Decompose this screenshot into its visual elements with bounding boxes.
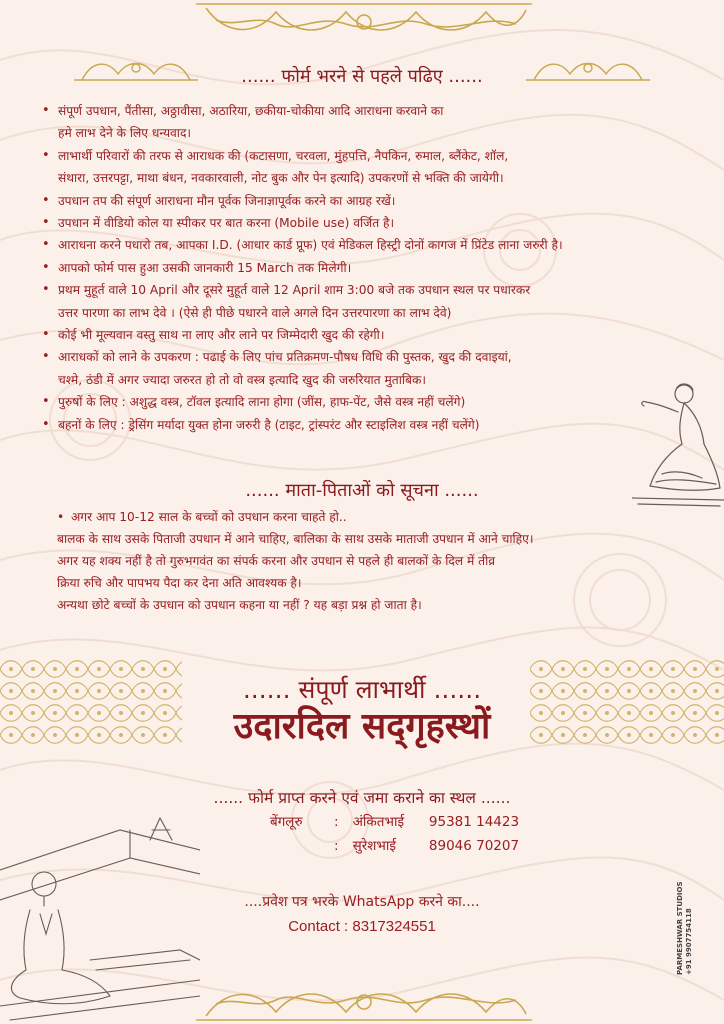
instruction-item bbox=[40, 324, 690, 346]
parents-line: अन्यथा छोटे बच्चों के उपधान को उपधान कहना या नहीं ? यह बड़ा प्रश्न हो जाता है। bbox=[57, 598, 422, 612]
instruction-item bbox=[40, 391, 690, 413]
instruction-item bbox=[40, 257, 690, 279]
instruction-list bbox=[40, 100, 690, 436]
whatsapp-instruction: ....प्रवेश पत्र भरके WhatsApp करने का.... bbox=[244, 894, 480, 910]
instruction-line: • संपूर्ण उपधान, पैंतीसा, अठ्ठावीसा, अठारिया, छकीया-चोकीया आदि आराधना करवाने का bbox=[58, 104, 444, 118]
contact-phone: 89046 70207 bbox=[428, 838, 520, 854]
studio-phone: +91 9907754118 bbox=[685, 908, 693, 975]
beneficiary-title: उदारदिल सद्‌गृहस्थों bbox=[233, 706, 491, 747]
parents-line: अगर यह शक्य नहीं है तो गुरुभगवंत का संपर्क करना और उपधान से पहले ही बालकों के दिल में तीव्र bbox=[57, 554, 496, 568]
contact-row-2 bbox=[270, 836, 519, 854]
heading-form-location: ...... फोर्म प्राप्त करने एवं जमा कराने का स्थल ...... bbox=[213, 789, 511, 807]
instruction-line: • लाभार्थी परिवारों की तरफ से आराधक की (कटासणा, चरवला, मुंहपत्ति, नैपकिन, रुमाल, ब्लैंकेट, शॉल, bbox=[58, 148, 509, 163]
contact-row-1 bbox=[270, 812, 519, 830]
instruction-item bbox=[40, 346, 690, 391]
instruction-line: • पुरुषों के लिए : अशुद्ध वस्त्र, टॉवल इत्यादि लाना होगा (जींस, हाफ-पेंट, जैसे वस्त्र नहीं चलेंगे) bbox=[58, 395, 466, 410]
parents-notice-lines bbox=[57, 528, 697, 616]
studio-name: PARMESHWAR STUDIOS bbox=[676, 881, 684, 975]
instruction-line: हमे लाभ देने के लिए धन्यवाद। bbox=[58, 126, 192, 141]
instruction-item bbox=[40, 234, 690, 256]
instruction-item bbox=[40, 414, 690, 436]
instruction-item bbox=[40, 190, 690, 212]
instruction-item bbox=[40, 212, 690, 234]
heading-parents-notice: ...... माता-पिताओं को सूचना ...... bbox=[245, 480, 479, 501]
parents-bullet: • अगर आप 10-12 साल के बच्चों को उपधान करना चाहते हो.. bbox=[57, 506, 697, 528]
contact-name: अंकितभाई bbox=[352, 814, 405, 830]
instruction-line: संथारा, उत्तरपट्टा, माथा बंधन, नवकारवाली, नोट बुक और पेन इत्यादि) उपकरणों से भक्ति की जायेगी। bbox=[58, 171, 504, 186]
instruction-item bbox=[40, 100, 690, 145]
contact-separator: : bbox=[334, 814, 339, 830]
parents-notice-block bbox=[57, 506, 697, 528]
instruction-line: • कोई भी मूल्यवान वस्तु साथ ना लाए और लाने पर जिम्मेदारी खुद की रहेगी। bbox=[58, 328, 385, 343]
parents-line: क्रिया रुचि और पापभय पैदा कर देना अति आवश्यक है। bbox=[57, 576, 302, 590]
instruction-line: • उपधान तप की संपूर्ण आराधना मौन पूर्वक जिनाज्ञापूर्वक करने का आग्रह रखें। bbox=[58, 193, 396, 208]
studio-credit bbox=[676, 881, 694, 975]
instruction-line: उत्तर पारणा का लाभ देवे । (ऐसे ही पीछे पधारने वाले अगले दिन उत्तरपारणा का लाभ देवे) bbox=[58, 305, 452, 320]
instruction-line: • आराधना करने पधारो तब, आपका I.D. (आधार कार्ड प्रूफ) एवं मेडिकल हिस्ट्री दोनों कागज में प्रिंटेड लाना जरुरी है। bbox=[58, 238, 563, 253]
parents-line: बालक के साथ उसके पिताजी उपधान में आने चाहिए, बालिका के साथ उसके माताजी उपधान में आने चाहिए। bbox=[57, 532, 534, 546]
instruction-line: • आराधकों को लाने के उपकरण : पढाई के लिए पांच प्रतिक्रमण-पौषध विधि की पुस्तक, खुद की दवाइयां, bbox=[58, 350, 512, 365]
instruction-line: • बहनों के लिए : ड्रेसिंग मर्यादा युक्त होना जरुरी है (टाइट, ट्रांस्परंट और स्टाइलिश वस्त्र नहीं चलेंगे) bbox=[58, 417, 480, 432]
heading-read-before-form: ...... फोर्म भरने से पहले पढिए ...... bbox=[241, 66, 483, 87]
beneficiary-subtitle: ...... संपूर्ण लाभार्थी ...... bbox=[242, 675, 482, 704]
contact-name: सुरेशभाई bbox=[352, 838, 397, 854]
instruction-item bbox=[40, 279, 690, 324]
contact-phone: 95381 14423 bbox=[428, 814, 520, 830]
contact-number: Contact : 8317324551 bbox=[288, 918, 436, 935]
contact-separator: : bbox=[334, 838, 339, 854]
instruction-line: • उपधान में वीडियो कोल या स्पीकर पर बात करना (Mobile use) वर्जित है। bbox=[58, 216, 395, 231]
instruction-line: • आपको फोर्म पास हुआ उसकी जानकारी 15 March तक मिलेगी। bbox=[58, 260, 352, 275]
instruction-item bbox=[40, 145, 690, 190]
instruction-line: चश्मे, ठंडी में अगर ज्यादा जरुरत हो तो वो वस्त्र इत्यादि खुद की जरुरियात मुताबिक। bbox=[58, 372, 426, 387]
contact-city: बेंगलूरु bbox=[270, 814, 303, 830]
instruction-line: • प्रथम मुहूर्त वाले 10 April और दूसरे मुहूर्त वाले 12 April शाम 3:00 बजे तक उपधान स्थल पर पधारकर bbox=[58, 283, 531, 298]
